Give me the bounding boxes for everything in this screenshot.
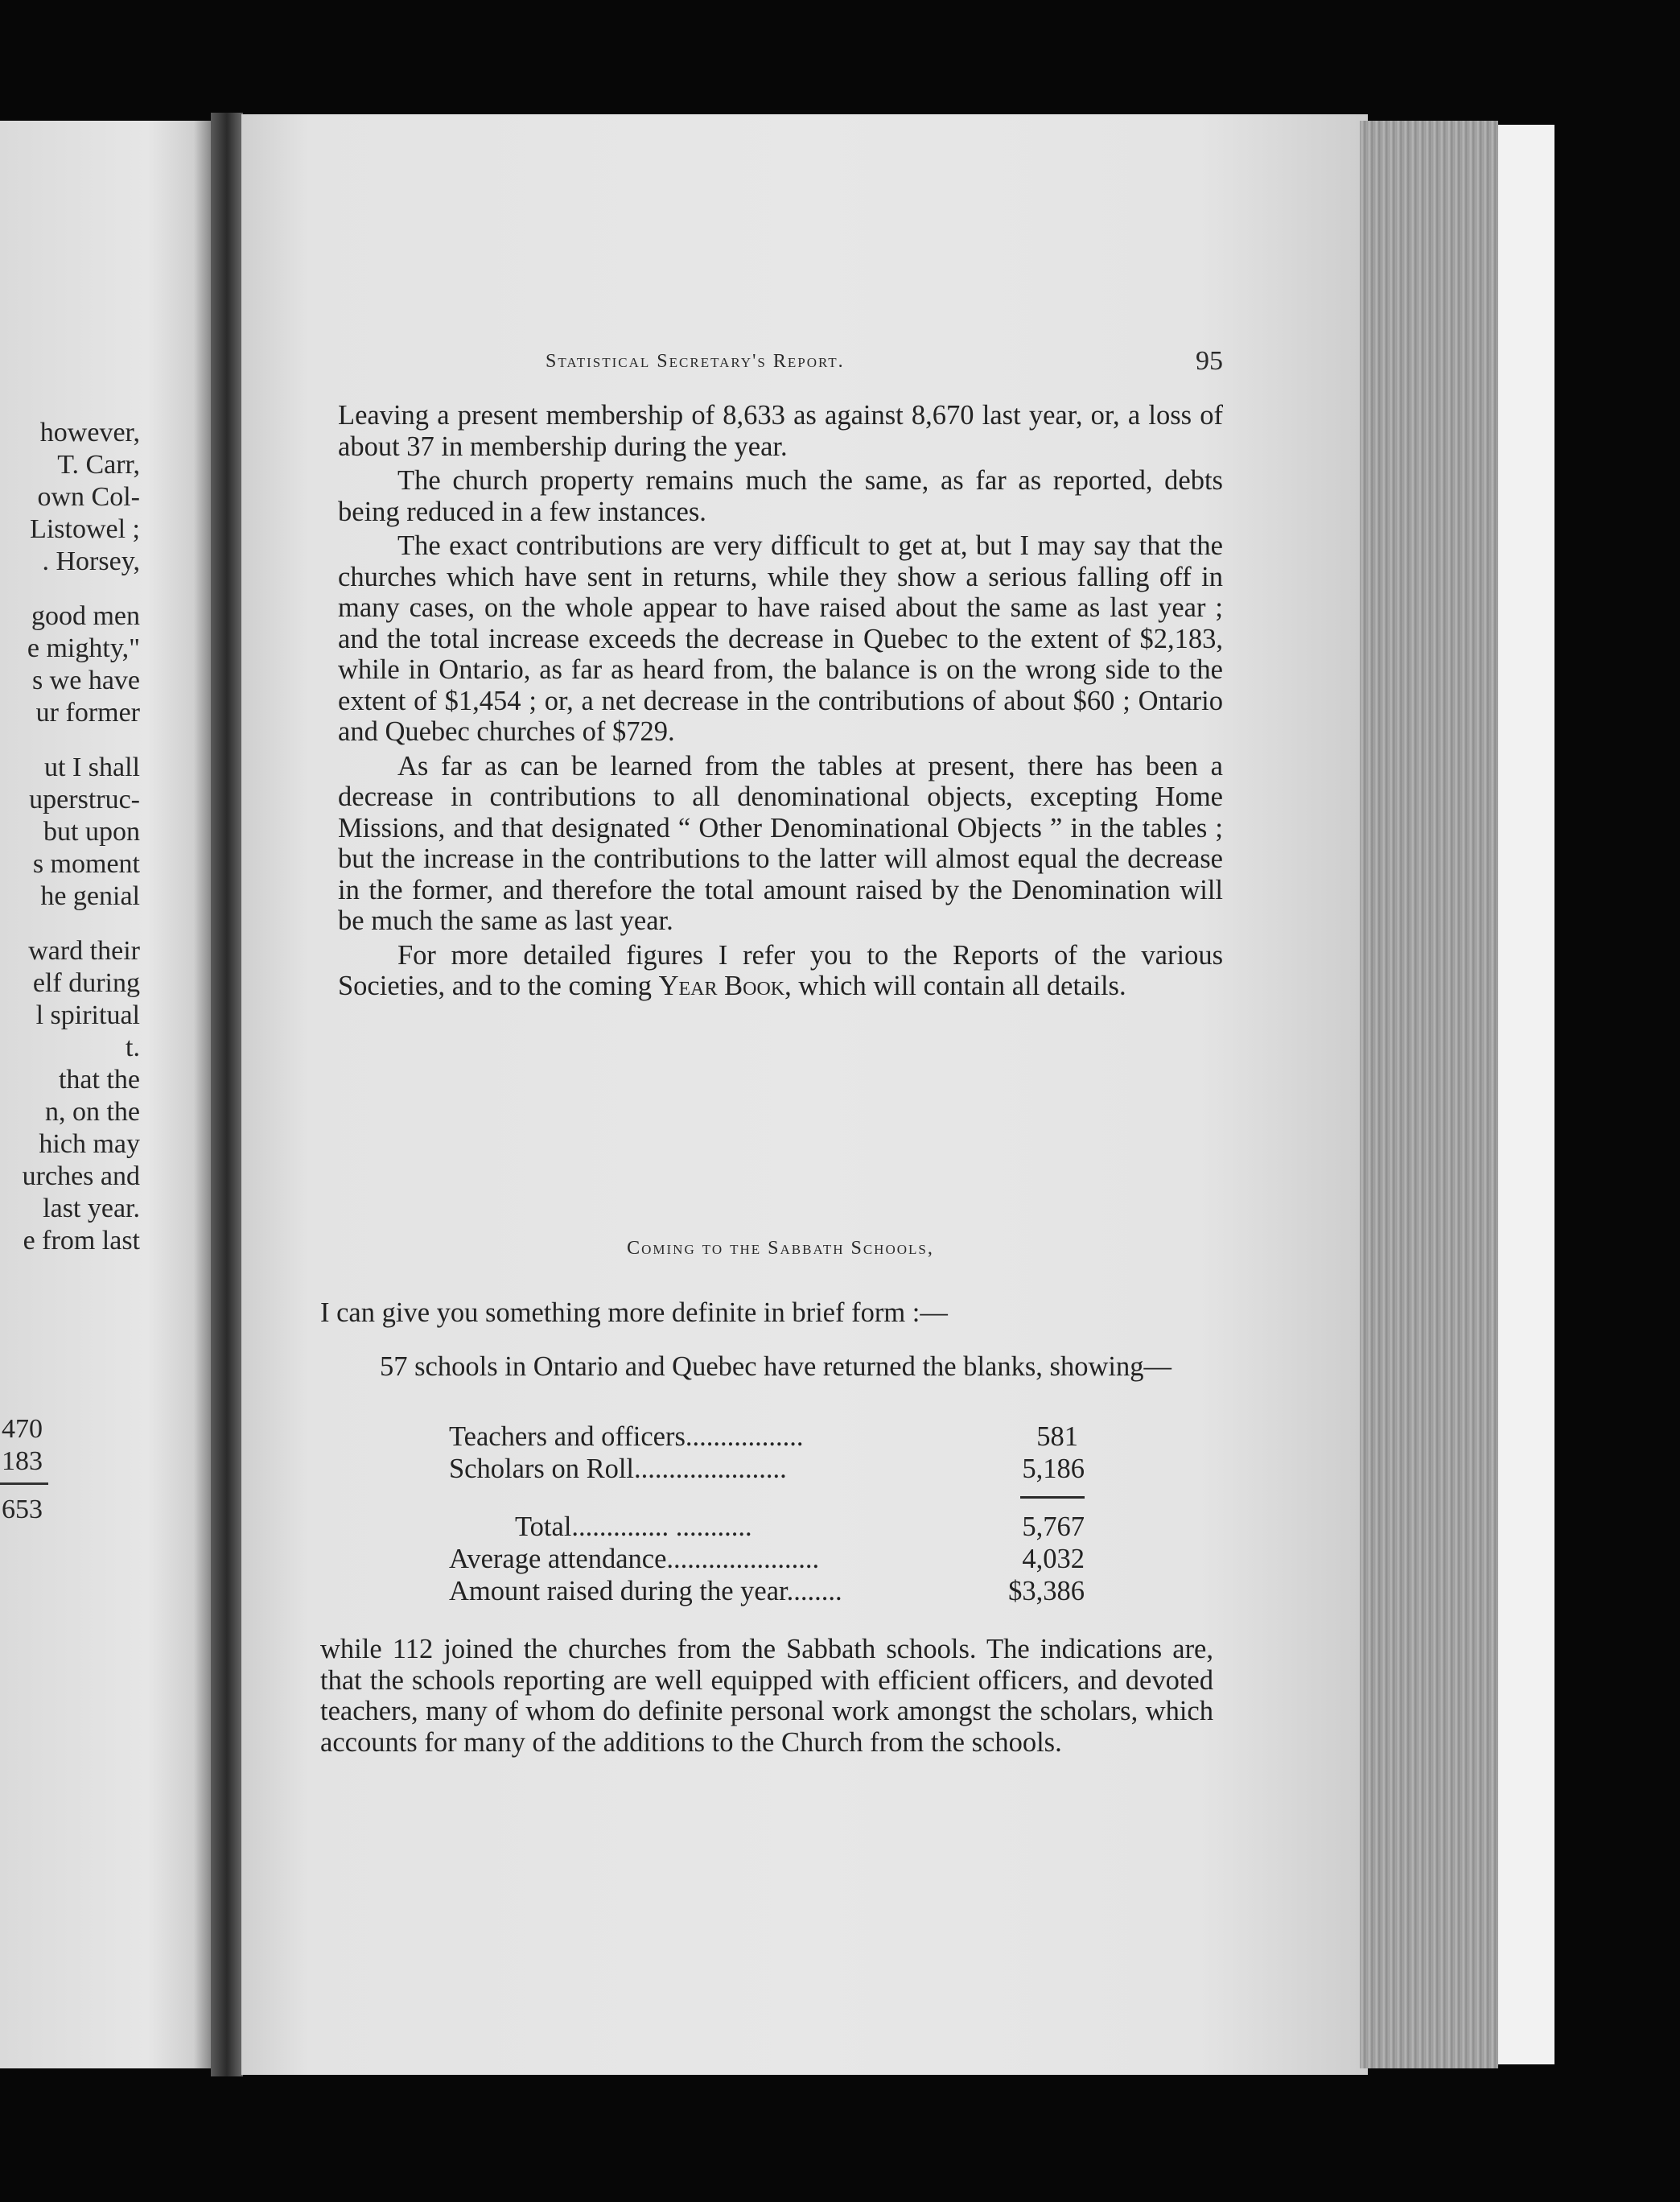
sabbath-school-statistics: [449, 1421, 1085, 1607]
left-line: ur former: [35, 698, 140, 728]
left-figure: 183: [2, 1446, 43, 1476]
left-line: hich may: [39, 1129, 140, 1159]
left-line-gap: [23, 913, 140, 935]
sabbath-schools-intro: [320, 1297, 1213, 1382]
stat-row-scholars: [449, 1453, 1085, 1485]
stat-sum-rule: [449, 1485, 1085, 1511]
left-line: e mighty,": [27, 633, 140, 663]
left-line: s moment: [32, 849, 140, 879]
stat-label: Scholars on Roll......................: [449, 1454, 787, 1484]
stat-value: 5,767: [1022, 1511, 1085, 1542]
stat-label: Total.............. ...........: [515, 1511, 752, 1542]
contributions-paragraph: The exact contributions are very difficult to get at, but I may say that the churches which have sent in returns, while they show a serious falling off in many cases, on the whole appear to have raised about the same as last year ; and the total increase exceeds the decrease in Quebec to the extent of $2,183, while in Ontario, as far as heard from, the balance is on the wrong side to the extent of $1,454 ; or, a net decrease in the contributions of about $60 ; Ontario and Quebec churches of $729.: [338, 530, 1223, 747]
stat-value: 5,186: [1022, 1454, 1085, 1484]
left-line: Listowel ;: [30, 514, 140, 544]
closing-paragraph: [320, 1634, 1213, 1758]
left-line: ward their: [28, 936, 140, 966]
left-line: elf during: [32, 968, 140, 998]
detailed-figures-text: For more detailed figures I refer you to the Reports of the various Societies, and to the coming: [338, 939, 1223, 1001]
left-line: . Horsey,: [42, 546, 140, 576]
left-line: t.: [126, 1033, 140, 1062]
left-line: urches and: [22, 1161, 140, 1191]
left-page-sum-rule: [0, 1482, 48, 1485]
stat-label: Average attendance......................: [449, 1544, 820, 1574]
back-cover-edge: [1498, 125, 1554, 2064]
left-line: ut I shall: [44, 753, 140, 782]
left-line: however,: [39, 418, 140, 447]
year-book-title: Year Book: [658, 971, 785, 1001]
denominational-objects-paragraph: As far as can be learned from the tables at present, there has been a decrease in contributions to all denominational objects, excepting Home Missions, and that designated “ Other Denominational Objects ” in the tables ; but the increase in the contributions to the latter will almost equal the decrease in the former, and therefore the total amount raised by the Denomination will be much the same as last year.: [338, 750, 1223, 936]
left-line-gap: [23, 729, 140, 752]
left-line: uperstruc-: [29, 785, 140, 814]
running-head-title: Statistical Secretary's Report.: [546, 351, 845, 372]
stat-value: 4,032: [1022, 1544, 1085, 1574]
stat-label: Amount raised during the year........: [449, 1576, 842, 1606]
left-page-figures: [2, 1413, 43, 1478]
book-gutter: [211, 113, 243, 2076]
sabbath-schools-heading: Coming to the Sabbath Schools,: [627, 1238, 934, 1259]
stat-row-attendance: [449, 1543, 1085, 1575]
detailed-figures-text-end: , which will contain all details.: [784, 971, 1126, 1001]
left-line: e from last: [23, 1226, 140, 1256]
stat-row-amount: [449, 1575, 1085, 1607]
left-page-text-fragments: [23, 417, 140, 1257]
left-line: s we have: [31, 666, 140, 695]
brief-form-line: I can give you something more definite in brief form :—: [320, 1297, 948, 1328]
page-number: 95: [1196, 346, 1223, 376]
left-line: last year.: [43, 1194, 140, 1223]
stat-value: $3,386: [1008, 1576, 1085, 1606]
stat-label: Teachers and officers.................: [449, 1421, 804, 1452]
left-page-total-figure: 653: [2, 1495, 43, 1524]
detailed-figures-paragraph: [338, 940, 1223, 1002]
closing-text: while 112 joined the churches from the Sabbath schools. The indications are, that the schools reporting are well equipped with efficient officers, and devoted teachers, many of whom do definite personal work amongst the scholars, which accounts for many of the additions to the Church from the schools.: [320, 1634, 1213, 1758]
left-line: n, on the: [44, 1097, 140, 1127]
property-paragraph: The church property remains much the same, as far as reported, debts being reduced in a few instances.: [338, 465, 1223, 527]
schools-returned-paragraph: 57 schools in Ontario and Quebec have returned the blanks, showing—: [380, 1350, 1171, 1382]
left-line: l spiritual: [35, 1000, 140, 1030]
left-line: good men: [31, 601, 140, 631]
left-line: but upon: [43, 817, 140, 847]
left-line: T. Carr,: [57, 450, 140, 480]
report-body: [338, 400, 1223, 1002]
left-line-gap: [23, 578, 140, 600]
left-line: he genial: [40, 881, 140, 911]
left-line: own Col-: [37, 482, 140, 512]
stat-row-total: [449, 1511, 1085, 1543]
left-facing-page: [0, 121, 211, 2068]
stat-row-teachers: [449, 1421, 1085, 1453]
left-figure: 470: [2, 1414, 43, 1444]
page-edge-stack: [1360, 121, 1498, 2068]
left-line: that the: [58, 1065, 140, 1095]
stat-value: 581: [1036, 1421, 1078, 1452]
membership-paragraph: Leaving a present membership of 8,633 as against 8,670 last year, or, a loss of about 37 in membership during the year.: [338, 400, 1223, 462]
